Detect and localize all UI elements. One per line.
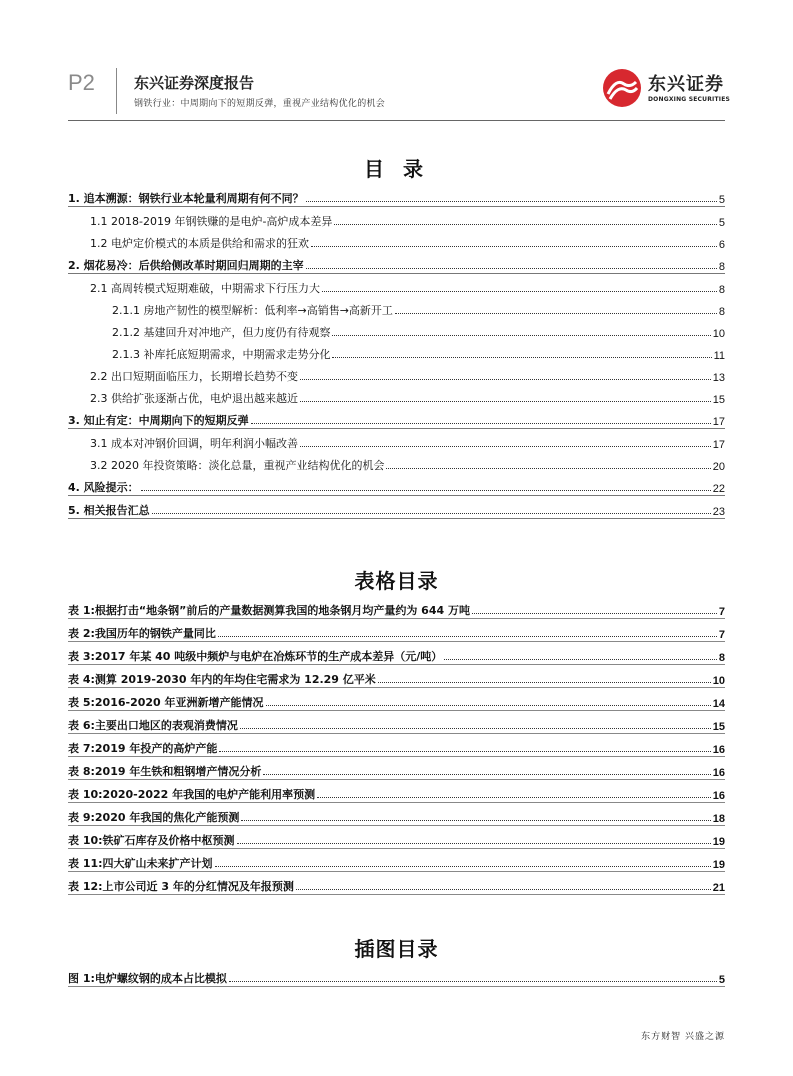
entry-page-number: 23 (712, 506, 725, 518)
tables-entry[interactable] (68, 711, 725, 734)
entry-label: 5. 相关报告汇总 (68, 504, 150, 517)
entry-page-number: 8 (718, 284, 725, 296)
company-logo (602, 66, 732, 116)
entry-label: 表 10:2020-2022 年我国的电炉产能利用率预测 (68, 788, 316, 801)
contents-entry[interactable] (68, 406, 725, 429)
contents-entry[interactable] (68, 473, 725, 496)
entry-label: 2.1 高周转模式短期难破，中期需求下行压力大 (90, 282, 320, 295)
entry-label: 表 9:2020 年我国的焦化产能预测 (68, 811, 240, 824)
entry-label: 图 1:电炉螺纹钢的成本占比模拟 (68, 972, 227, 985)
dot-leader (444, 659, 717, 660)
entry-label: 1.1 2018-2019 年钢铁赚的是电炉-高炉成本差异 (90, 215, 333, 228)
dot-leader (141, 490, 711, 491)
entry-page-number: 16 (712, 790, 725, 802)
figures-entry[interactable] (68, 964, 725, 987)
contents-entry[interactable] (68, 296, 725, 318)
entry-page-number: 7 (718, 606, 725, 618)
entry-page-number: 8 (718, 261, 725, 273)
dot-leader (300, 446, 711, 447)
dot-leader (378, 682, 711, 683)
entry-label: 3. 知止有定：中周期向下的短期反弹 (68, 414, 249, 427)
logo-emblem-icon (602, 68, 642, 108)
dot-leader (218, 636, 717, 637)
dot-leader (215, 866, 711, 867)
footer-slogan: 东方财智 兴盛之源 (641, 1032, 725, 1042)
tables-entry[interactable] (68, 826, 725, 849)
dot-leader (152, 513, 711, 514)
tables-entry[interactable] (68, 849, 725, 872)
tables-entry[interactable] (68, 665, 725, 688)
entry-label: 表 5:2016-2020 年亚洲新增产能情况 (68, 696, 264, 709)
entry-page-number: 11 (713, 350, 725, 362)
contents-entry[interactable] (68, 340, 725, 362)
dot-leader (386, 468, 710, 469)
contents-entry[interactable] (68, 362, 725, 384)
dot-leader (300, 401, 711, 402)
tables-entry[interactable] (68, 803, 725, 826)
contents-entry[interactable] (68, 496, 725, 519)
dot-leader (219, 751, 710, 752)
entry-label: 表 12:上市公司近 3 年的分红情况及年报预测 (68, 880, 294, 893)
entry-label: 1. 追本溯源：钢铁行业本轮量利周期有何不同？ (68, 192, 304, 205)
logo-name-cn: 东兴证券 (648, 74, 724, 95)
entry-page-number: 16 (712, 744, 725, 756)
dot-leader (237, 843, 711, 844)
entry-label: 表 4:测算 2019-2030 年内的年均住宅需求为 12.29 亿平米 (68, 673, 376, 686)
entry-label: 2.1.1 房地产韧性的模型解析：低利率→高销售→高新开工 (112, 304, 393, 317)
header-rule (68, 120, 725, 121)
entry-page-number: 18 (712, 813, 725, 825)
logo-name-en: DONGXING SECURITIES (648, 96, 731, 103)
tables-entry[interactable] (68, 619, 725, 642)
contents-entry[interactable] (68, 251, 725, 274)
dot-leader (317, 797, 711, 798)
entry-page-number: 5 (718, 194, 725, 206)
entry-page-number: 16 (712, 767, 725, 779)
contents-entry[interactable] (68, 318, 725, 340)
entry-label: 表 3:2017 年某 40 吨级中频炉与电炉在冶炼环节的生产成本差异（元/吨） (68, 650, 443, 663)
page-header (0, 0, 793, 125)
entry-label: 2. 烟花易冷：后供给侧改革时期回归周期的主宰 (68, 259, 304, 272)
contents-entry[interactable] (68, 451, 725, 473)
dot-leader (332, 335, 710, 336)
dot-leader (241, 820, 710, 821)
tables-entry[interactable] (68, 734, 725, 757)
contents-title: 目 录 (364, 157, 429, 181)
entry-label: 3.2 2020 年投资策略：淡化总量，重视产业结构优化的机会 (90, 459, 385, 472)
entry-label: 表 2:我国历年的钢铁产量同比 (68, 627, 216, 640)
dot-leader (322, 291, 717, 292)
figures-title: 插图目录 (354, 937, 439, 961)
entry-label: 表 6:主要出口地区的表观消费情况 (68, 719, 238, 732)
tables-entry[interactable] (68, 688, 725, 711)
entry-page-number: 7 (718, 629, 725, 641)
entry-page-number: 8 (718, 652, 725, 664)
entry-label: 2.1.2 基建回升对冲地产，但力度仍有待观察 (112, 326, 331, 339)
contents-entry[interactable] (68, 207, 725, 229)
tables-entry[interactable] (68, 596, 725, 619)
entry-page-number: 15 (712, 721, 725, 733)
entry-label: 表 1:根据打击“地条钢”前后的产量数据测算我国的地条钢月均产量约为 644 万吨 (68, 604, 470, 617)
figures-list (68, 964, 725, 987)
contents-entry[interactable] (68, 384, 725, 406)
entry-label: 表 10:铁矿石库存及价格中枢预测 (68, 834, 235, 847)
tables-entry[interactable] (68, 780, 725, 803)
tables-entry[interactable] (68, 757, 725, 780)
dot-leader (240, 728, 711, 729)
dot-leader (266, 705, 711, 706)
entry-page-number: 5 (718, 217, 725, 229)
header-divider (116, 68, 117, 114)
dot-leader (395, 313, 717, 314)
dot-leader (332, 357, 711, 358)
dot-leader (311, 246, 717, 247)
entry-page-number: 5 (718, 974, 725, 986)
entry-page-number: 17 (712, 416, 725, 428)
contents-entry[interactable] (68, 184, 725, 207)
dot-leader (334, 224, 716, 225)
entry-label: 1.2 电炉定价模式的本质是供给和需求的狂欢 (90, 237, 309, 250)
dot-leader (263, 774, 710, 775)
dot-leader (229, 981, 717, 982)
tables-list (68, 596, 725, 895)
entry-label: 表 7:2019 年投产的高炉产能 (68, 742, 218, 755)
entry-page-number: 13 (712, 372, 725, 384)
entry-page-number: 6 (718, 239, 725, 251)
entry-page-number: 20 (712, 461, 725, 473)
entry-page-number: 10 (712, 328, 725, 340)
tables-entry[interactable] (68, 872, 725, 895)
entry-page-number: 21 (712, 882, 725, 894)
dot-leader (300, 379, 711, 380)
dot-leader (296, 889, 711, 890)
contents-list (68, 184, 725, 519)
entry-page-number: 14 (712, 698, 725, 710)
tables-title: 表格目录 (354, 569, 439, 593)
entry-page-number: 8 (718, 306, 725, 318)
entry-page-number: 19 (712, 836, 725, 848)
entry-label: 2.2 出口短期面临压力，长期增长趋势不变 (90, 370, 298, 383)
entry-page-number: 19 (712, 859, 725, 871)
report-subtitle: 钢铁行业：中周期向下的短期反弹，重视产业结构优化的机会 (134, 99, 386, 109)
dot-leader (306, 268, 717, 269)
contents-entry[interactable] (68, 229, 725, 251)
report-title: 东兴证券深度报告 (134, 74, 255, 92)
dot-leader (472, 613, 717, 614)
entry-page-number: 22 (712, 483, 725, 495)
entry-label: 3.1 成本对冲钢价回调，明年利润小幅改善 (90, 437, 298, 450)
entry-label: 表 11:四大矿山未来扩产计划 (68, 857, 213, 870)
dot-leader (251, 423, 711, 424)
contents-entry[interactable] (68, 429, 725, 451)
entry-page-number: 17 (712, 439, 725, 451)
dot-leader (306, 201, 717, 202)
entry-page-number: 10 (712, 675, 725, 687)
tables-entry[interactable] (68, 642, 725, 665)
entry-label: 2.3 供给扩张逐渐占优，电炉退出越来越近 (90, 392, 298, 405)
entry-label: 表 8:2019 年生铁和粗钢增产情况分析 (68, 765, 262, 778)
entry-label: 4. 风险提示： (68, 481, 139, 494)
entry-label: 2.1.3 补库托底短期需求，中期需求走势分化 (112, 348, 331, 361)
entry-page-number: 15 (712, 394, 725, 406)
page-number: P2 (68, 70, 95, 95)
contents-entry[interactable] (68, 274, 725, 296)
